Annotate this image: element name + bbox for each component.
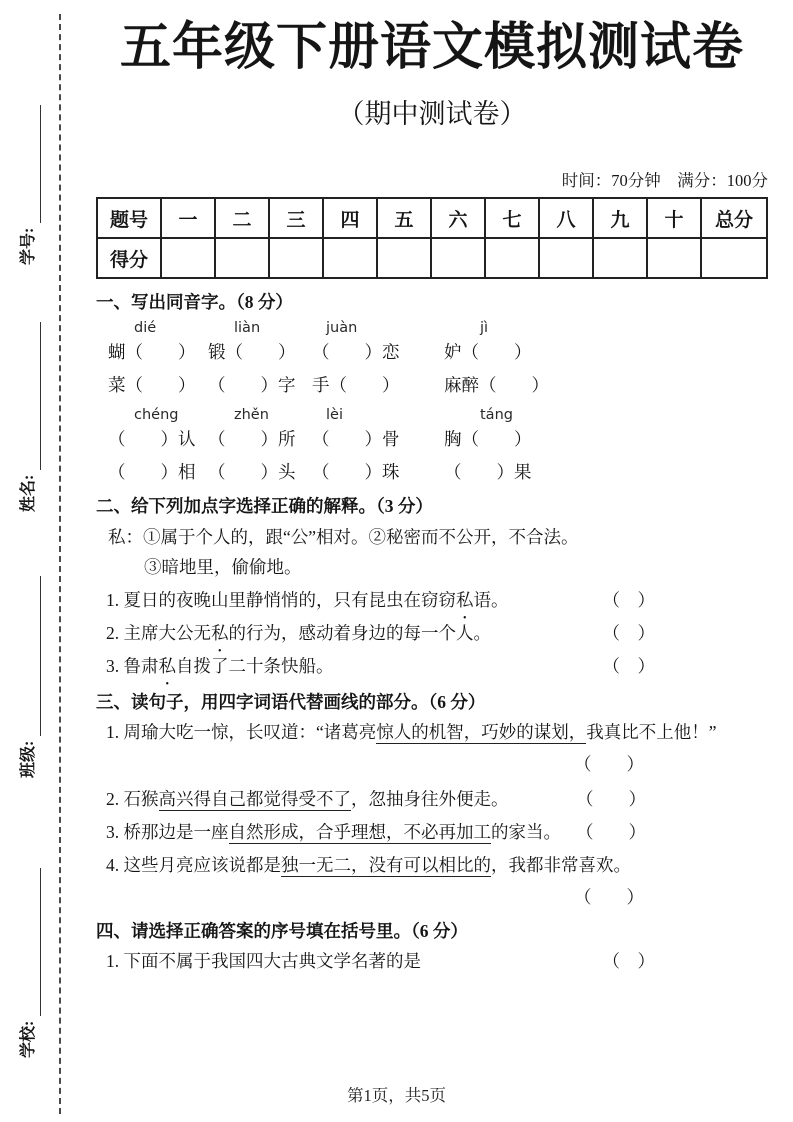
score-table-cell: 十 (647, 198, 701, 238)
question-item (106, 719, 768, 745)
fill-in-line (20, 322, 41, 470)
homophone-blank: 妒（ ） (444, 342, 532, 362)
pinyin-label: dié (134, 320, 157, 336)
score-table-cell: 五 (377, 198, 431, 238)
homophone-group-1 (108, 321, 768, 396)
question-item (106, 620, 768, 646)
homophone-blank: （ ）字 (208, 375, 296, 395)
paper-title: 五年级下册语文模拟测试卷 (119, 20, 744, 76)
question-text: 3. 桥那边是一座自然形成，合乎理想，不必再加工的家当。 (106, 822, 561, 842)
pinyin-label: chéng (134, 407, 179, 423)
sidebar-field-student-number (17, 105, 41, 265)
score-table-cell-empty (215, 238, 269, 278)
homophone-blank: 菜（ ） (108, 375, 196, 395)
question-text: 3. 鲁肃私自拨了二十条快船。 (106, 653, 334, 679)
dotted-character: 私 (211, 623, 229, 643)
definition-line: 私：①属于个人的，跟“公”相对。②秘密而不公开，不合法。 (108, 527, 579, 547)
pinyin-label: liàn (234, 320, 261, 336)
score-table-cell-total: 总分 (701, 198, 767, 238)
score-table-cell-empty (539, 238, 593, 278)
homophone-column (444, 321, 768, 396)
score-table-cell-empty (485, 238, 539, 278)
homophone-blank: 锻（ ） (208, 342, 296, 362)
homophone-blank: （ ）恋 (312, 342, 400, 362)
main-content (96, 0, 768, 974)
question-item (106, 653, 768, 679)
question-item (106, 852, 768, 878)
seal-dashed-line (59, 14, 61, 1114)
sidebar-label-name: 姓名: (20, 474, 37, 512)
question-text: 1. 周瑜大吃一惊，长叹道：“诸葛亮惊人的机智，巧妙的谋划，我真比不上他！” (106, 722, 717, 742)
score-table-cell: 七 (485, 198, 539, 238)
answer-brackets: （ ） (602, 623, 655, 643)
homophone-column (444, 408, 768, 483)
score-table-score-row (97, 238, 767, 278)
score-table-cell-empty (647, 238, 701, 278)
score-table-cell-empty (593, 238, 647, 278)
question-item (106, 587, 768, 613)
score-table-cell-empty (701, 238, 767, 278)
score-table-header-row (97, 198, 767, 238)
homophone-blank: 胸（ ） (444, 429, 532, 449)
score-table-cell-question-label: 题号 (97, 198, 161, 238)
score-table-cell: 一 (161, 198, 215, 238)
paper-subtitle: （期中测试卷） (337, 99, 527, 129)
homophone-blank: （ ）所 (208, 429, 296, 449)
score-table (96, 197, 768, 279)
section-2-heading: 二、给下列加点字选择正确的解释。（3 分） (96, 496, 433, 516)
score-table-cell: 三 (269, 198, 323, 238)
score-table-cell-empty (161, 238, 215, 278)
answer-brackets: （ ） (574, 754, 644, 774)
homophone-blank: （ ）骨 (312, 429, 400, 449)
homophone-blank: （ ）相 (108, 462, 196, 482)
score-table-cell-empty (377, 238, 431, 278)
answer-brackets: （ ） (576, 789, 646, 809)
homophone-blank: 麻醉（ ） (444, 375, 549, 395)
answer-brackets: （ ） (602, 590, 655, 610)
underlined-phrase: 高兴得自己都觉得受不了 (158, 789, 351, 809)
fill-in-line (20, 868, 41, 1016)
definition-list (108, 524, 768, 580)
question-item (106, 819, 768, 845)
sidebar-field-name (17, 322, 41, 512)
question-item (106, 948, 768, 974)
homophone-blank: （ ）珠 (312, 462, 400, 482)
sidebar-field-school (17, 868, 41, 1058)
exam-meta: 时间：70分钟 满分：100分 (561, 171, 768, 190)
score-table-cell-score-label: 得分 (97, 238, 161, 278)
homophone-group-2 (108, 408, 768, 483)
fill-in-line (20, 105, 41, 223)
dotted-character: 私 (456, 590, 474, 610)
homophone-column (108, 321, 208, 396)
pinyin-label: lèi (326, 407, 343, 423)
pinyin-label: zhěn (234, 407, 269, 423)
dotted-character: 私 (158, 656, 176, 676)
fill-in-line (20, 576, 41, 736)
homophone-column (108, 408, 208, 483)
sidebar-field-class (17, 576, 41, 778)
question-text: 2. 主席大公无私的行为，感动着身边的每一个人。 (106, 620, 491, 646)
score-table-cell-empty (323, 238, 377, 278)
sidebar-label-student-number: 学号: (20, 227, 37, 265)
pinyin-label: juàn (326, 320, 358, 336)
score-table-cell: 八 (539, 198, 593, 238)
homophone-blank: 蝴（ ） (108, 342, 196, 362)
definition-line: ③暗地里，偷偷地。 (144, 557, 302, 577)
underlined-phrase: 惊人的机智，巧妙的谋划， (376, 722, 587, 742)
sidebar-label-school: 学校: (20, 1020, 37, 1058)
question-text: 4. 这些月亮应该说都是独一无二，没有可以相比的，我都非常喜欢。 (106, 855, 631, 875)
homophone-blank: （ ）认 (108, 429, 196, 449)
question-text: 1. 下面不属于我国四大古典文学名著的是 (106, 951, 421, 971)
answer-brackets: （ ） (574, 887, 644, 907)
homophone-column (208, 321, 312, 396)
question-item (106, 786, 768, 812)
answer-brackets: （ ） (602, 656, 655, 676)
score-table-cell: 六 (431, 198, 485, 238)
sidebar-label-class: 班级: (20, 740, 37, 778)
homophone-blank: 手（ ） (312, 375, 400, 395)
score-table-cell-empty (431, 238, 485, 278)
answer-brackets: （ ） (602, 951, 655, 971)
score-table-cell-empty (269, 238, 323, 278)
question-text: 1. 夏日的夜晚山里静悄悄的，只有昆虫在窃窃私语。 (106, 587, 509, 613)
homophone-column (312, 408, 444, 483)
score-table-cell: 二 (215, 198, 269, 238)
pinyin-label: jì (480, 320, 489, 336)
section-4-heading: 四、请选择正确答案的序号填在括号里。（6 分） (96, 921, 468, 941)
homophone-blank: （ ）果 (444, 462, 532, 482)
homophone-column (208, 408, 312, 483)
homophone-blank: （ ）头 (208, 462, 296, 482)
score-table-cell: 四 (323, 198, 377, 238)
underlined-phrase: 自然形成，合乎理想，不必再加工 (228, 822, 491, 842)
homophone-column (312, 321, 444, 396)
section-1-heading: 一、写出同音字。（8 分） (96, 292, 293, 312)
pinyin-label: táng (480, 407, 513, 423)
score-table-cell: 九 (593, 198, 647, 238)
page-footer: 第1页，共5页 (347, 1086, 446, 1105)
section-3-heading: 三、读句子，用四字词语代替画线的部分。（6 分） (96, 692, 486, 712)
answer-brackets: （ ） (576, 822, 646, 842)
question-text: 2. 石猴高兴得自己都觉得受不了，忽抽身往外便走。 (106, 789, 509, 809)
underlined-phrase: 独一无二，没有可以相比的 (281, 855, 491, 875)
